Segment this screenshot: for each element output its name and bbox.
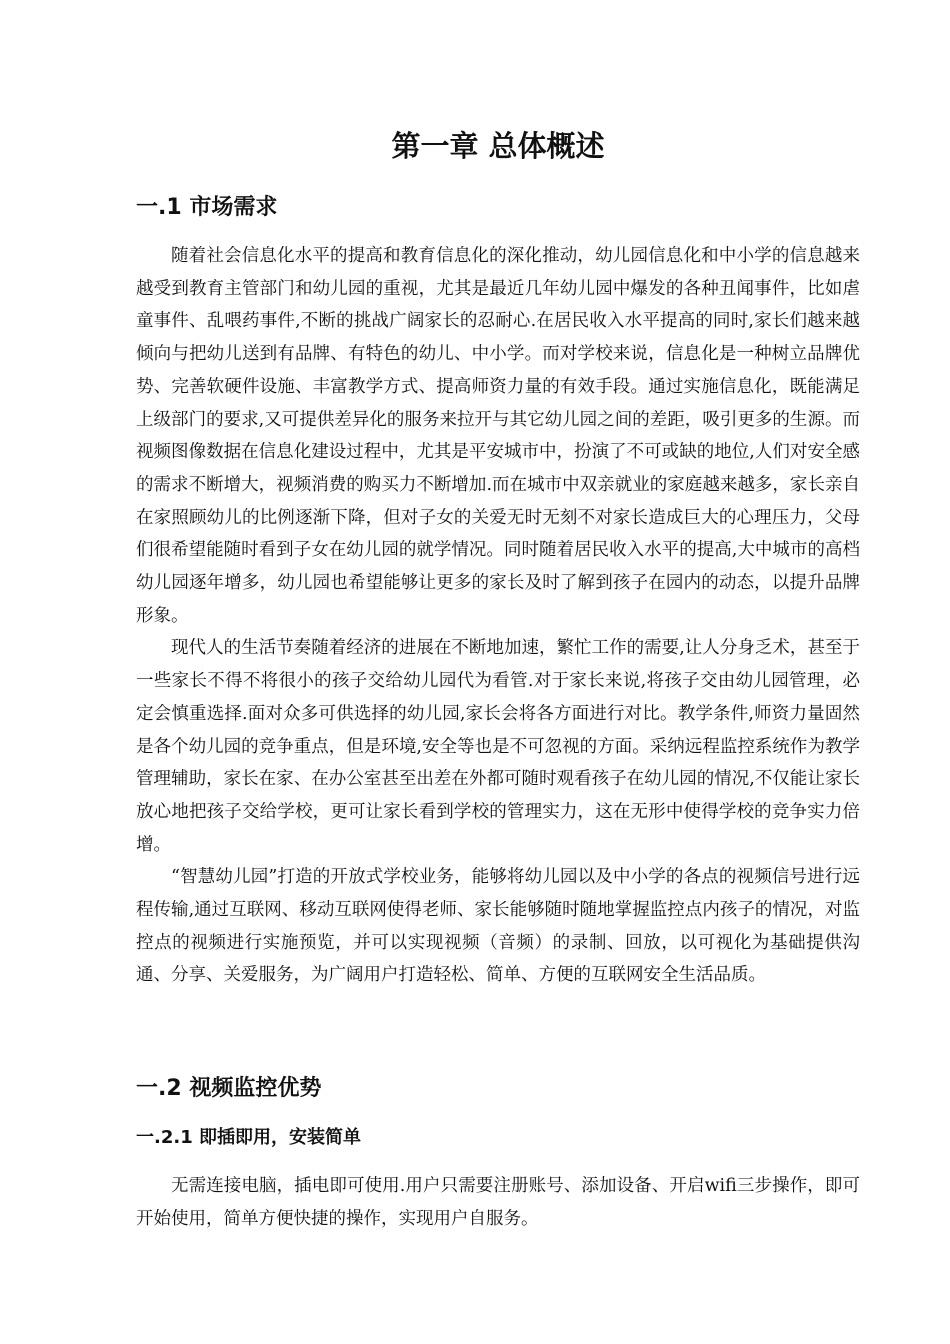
paragraph: 现代人的生活节奏随着经济的进展在不断地加速，繁忙工作的需要,让人分身乏术，甚至于一些家长不得不将很小的孩子交给幼儿园代为看管.对于家长来说,将孩子交由幼儿园管理，必定会慎重选择.面对众多可供选择的幼儿园,家长会将各方面进行对比。教学条件,师资力量固然是各个幼儿园的竞争重点，但是环境,安全等也是不可忽视的方面。采纳远程监控系统作为教学管理辅助，家长在家、在办公室甚至出差在外都可随时观看孩子在幼儿园的情况,不仅能让家长放心地把孩子交给学校，更可让家长看到学校的管理实力，这在无形中使得学校的竞争实力倍增。 (136, 638, 860, 855)
section-body-market-demand (136, 240, 860, 992)
section-heading-market-demand: 一.1 市场需求 (136, 195, 278, 220)
paragraph: 随着社会信息化水平的提高和教育信息化的深化推动，幼儿园信息化和中小学的信息越来越受到教育主管部门和幼儿园的重视，尤其是最近几年幼儿园中爆发的各种丑闻事件，比如虐童事件、乱喂药事件,不断的挑战广阔家长的忍耐心.在居民收入水平提高的同时,家长们越来越倾向与把幼儿送到有品牌、有特色的幼儿、中小学。而对学校来说，信息化是一种树立品牌优势、完善软硬件设施、丰富教学方式、提高师资力量的有效手段。通过实施信息化，既能满足上级部门的要求,又可提供差异化的服务来拉开与其它幼儿园之间的差距，吸引更多的生源。而视频图像数据在信息化建设过程中，尤其是平安城市中，扮演了不可或缺的地位,人们对安全感的需求不断增大，视频消费的购买力不断增加.而在城市中双亲就业的家庭越来越多，家长亲自在家照顾幼儿的比例逐渐下降，但对子女的关爱无时无刻不对家长造成巨大的心理压力，父母们很希望能随时看到子女在幼儿园的就学情况。同时随着居民收入水平的提高,大中城市的高档幼儿园逐年增多，幼儿园也希望能够让更多的家长及时了解到孩子在园内的动态，以提升品牌形象。 (136, 246, 860, 626)
chapter-title: 第一章 总体概述 (391, 129, 605, 163)
paragraph: 无需连接电脑，插电即可使用.用户只需要注册账号、添加设备、开启wifi三步操作，即可开始使用，简单方便快捷的操作，实现用户自服务。 (136, 1176, 860, 1229)
subsection-heading-plug-and-play: 一.2.1 即插即用，安装简单 (136, 1127, 361, 1148)
section-heading-video-monitoring-advantages: 一.2 视频监控优势 (136, 1076, 322, 1101)
paragraph: “智慧幼儿园”打造的开放式学校业务，能够将幼儿园以及中小学的各点的视频信号进行远程传输,通过互联网、移动互联网使得老师、家长能够随时随地掌握监控点内孩子的情况，对监控点的视频进行实施预览，并可以实现视频（音频）的录制、回放，以可视化为基础提供沟通、分享、关爱服务，为广阔用户打造轻松、简单、方便的互联网安全生活品质。 (136, 867, 860, 986)
subsection-body-plug-and-play (136, 1170, 860, 1235)
